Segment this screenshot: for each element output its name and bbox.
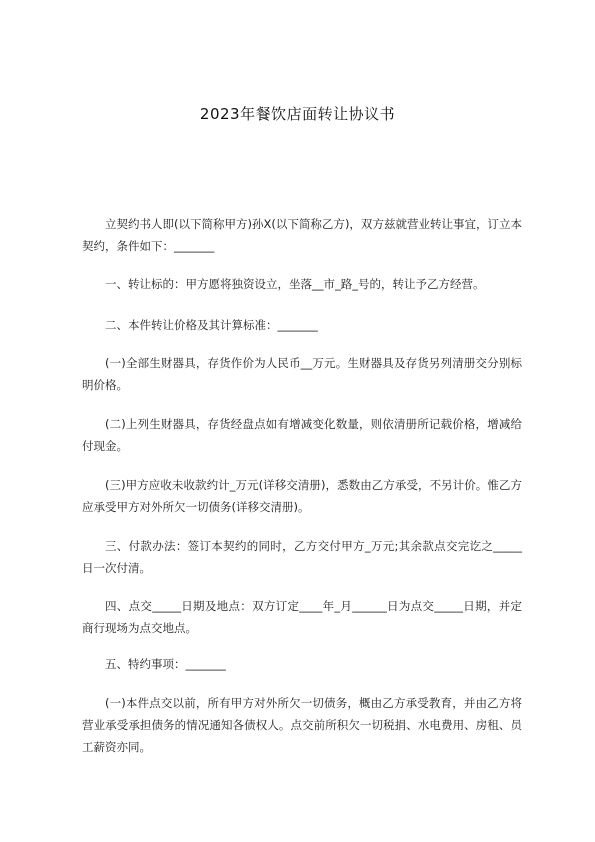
paragraph-clause-2: 二、本件转让价格及其计算标准：_______ (105, 318, 318, 332)
paragraph-clause-2-item-1: (一)全部生财器具，存货作价为人民币__万元。生财器具及存货另列清册交分别标明价格。 (82, 356, 522, 392)
paragraph-clause-4: 四、点交_____日期及地点：双方订定____年_月______日为点交_____日期，并定商行现场为点交地点。 (82, 599, 522, 635)
paragraph-clause-5: 五、特约事项：_______ (105, 657, 226, 671)
paragraph-clause-1: 一、转让标的：甲方愿将独资设立，坐落__市_路_号的，转让予乙方经营。 (105, 277, 485, 291)
paragraph-clause-2-item-3: (三)甲方应收未收款约计_万元(详移交清册)，悉数由乙方承受，不另计价。惟乙方应承受甲方对外所欠一切债务(详移交清册)。 (82, 478, 522, 514)
paragraph-clause-2-item-2: (二)上列生财器具，存货经盘点如有增减变化数量，则依清册所记载价格，增减给付现金。 (82, 417, 522, 453)
paragraph-clause-3: 三、付款办法：签订本契约的同时，乙方交付甲方_万元;其余款点交完讫之_____日一次付清。 (82, 539, 522, 575)
document-title: 2023年餐饮店面转让协议书 (199, 105, 396, 123)
paragraph-preamble: 立契约书人即(以下简称甲方)孙X(以下简称乙方)，双方兹就营业转让事宜，订立本契约，条件如下：_______ (82, 217, 522, 253)
paragraph-clause-5-item-1: (一)本件点交以前，所有甲方对外所欠一切债务，概由乙方承受教育，并由乙方将营业承受承担债务的情况通知各债权人。点交前所积欠一切税捐、水电费用、房租、员工薪资亦同。 (82, 696, 522, 754)
